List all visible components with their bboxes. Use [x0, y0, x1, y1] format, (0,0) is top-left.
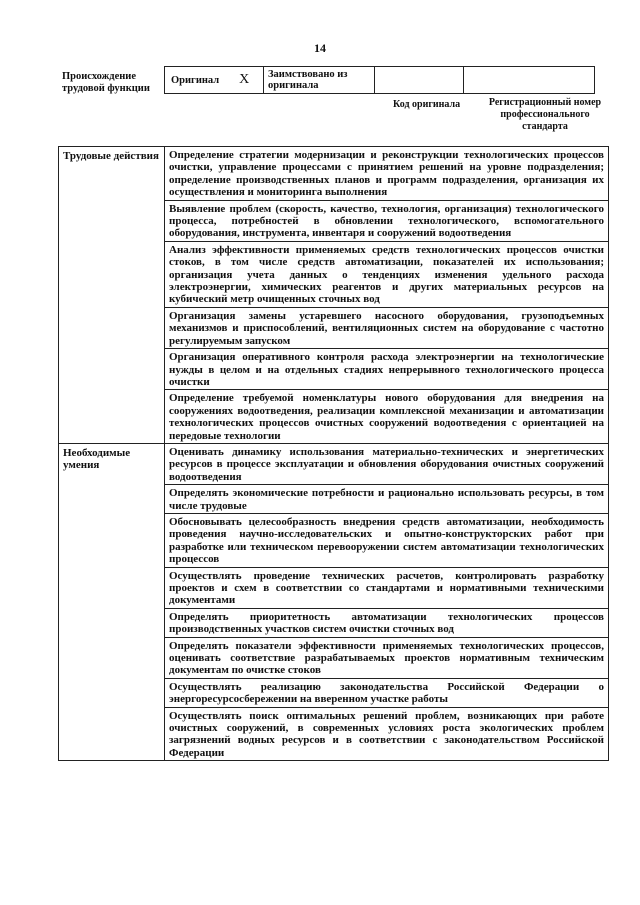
caption-reg: Регистрационный номер профессионального стандарта — [488, 97, 602, 132]
section-item: Оценивать динамику использования материально-технических и энергетических ресурсов в процессе эксплуатации и обновления оборудования очистных сооружений водоотведения — [165, 443, 609, 484]
functions-table — [58, 146, 609, 761]
section-item: Обосновывать целесообразность внедрения средств автоматизации, необходимость проведения научно-исследовательских и опытно-конструкторских работ при разработке или техническом перевооружении систем автоматизации технологических процессов — [165, 513, 609, 567]
section-item: Определение требуемой номенклатуры нового оборудования для внедрения на сооружениях водоотведения, реализации комплексной механизации и автоматизации технологических процессов очистных сооружений водоотведения с ориентацией на передовые технологии — [165, 390, 609, 444]
section-item: Выявление проблем (скорость, качество, технология, организация) технологического процесса, потребностей в обновлении технологического, вспомогательного оборудования, инструмента, инвентаря и сооружений водоотведения — [165, 200, 609, 241]
section-item: Организация оперативного контроля расхода электроэнергии на технологические нужды в целом и на отдельных стадиях непрерывного технологического процесса очистки — [165, 349, 609, 390]
section-item: Определение стратегии модернизации и реконструкции технологических процессов очистки, управление процессами с принятием решений на уровне подразделения; определение производственных планов и программ подразделения, организация их осуществления и мониторинга выполнения — [165, 147, 609, 201]
borrowed-cell: Заимствовано из оригинала — [264, 67, 375, 94]
section-item: Организация замены устаревшего насосного оборудования, грузоподъемных механизмов и приспособлений, вентиляционных систем на оборудование с частотно регулируемым запуском — [165, 307, 609, 348]
page-number: 14 — [314, 41, 326, 55]
section-item: Определять показатели эффективности применяемых технологических процессов, оценивать соответствие разрабатываемых проектов нормативным техническим документам по очистке стоков — [165, 637, 609, 678]
section-item: Осуществлять проведение технических расчетов, контролировать разработку проектов и схем в соответствии со стандартами и нормативными техническими документами — [165, 567, 609, 608]
section-item: Осуществлять реализацию законодательства Российской Федерации о энергоресурсосбережении на вверенном участке работы — [165, 678, 609, 707]
section-item: Определять приоритетность автоматизации технологических процессов производственных участков систем очистки сточных вод — [165, 608, 609, 637]
reg-cell — [464, 67, 595, 94]
original-mark: X — [239, 72, 250, 87]
caption-code: Код оригинала — [393, 99, 461, 110]
code-cell — [375, 67, 464, 94]
section-item: Определять экономические потребности и рационально использовать ресурсы, в том числе трудовые — [165, 485, 609, 514]
section-title: Необходимые умения — [59, 443, 165, 760]
table-row — [59, 443, 609, 484]
table-row — [59, 147, 609, 201]
original-cell — [165, 67, 264, 94]
original-label: Оригинал — [171, 75, 220, 86]
section-item: Анализ эффективности применяемых средств технологических процессов очистки стоков, в том числе средств автоматизации, показателей их использования; организация учета данных о тенденциях изменения удельного расхода электроэнергии, химических реагентов и других материальных ресурсов на кубический метр очищенных сточных вод — [165, 241, 609, 307]
origin-label: Происхождение трудовой функции — [62, 71, 150, 94]
origin-table — [164, 66, 595, 94]
section-title: Трудовые действия — [59, 147, 165, 444]
section-item: Осуществлять поиск оптимальных решений проблем, возникающих при работе очистных сооружений, в современных условиях роста экологических проблем загрязнений водных ресурсов и в соответствии с законодательством Российской Федерации — [165, 707, 609, 761]
